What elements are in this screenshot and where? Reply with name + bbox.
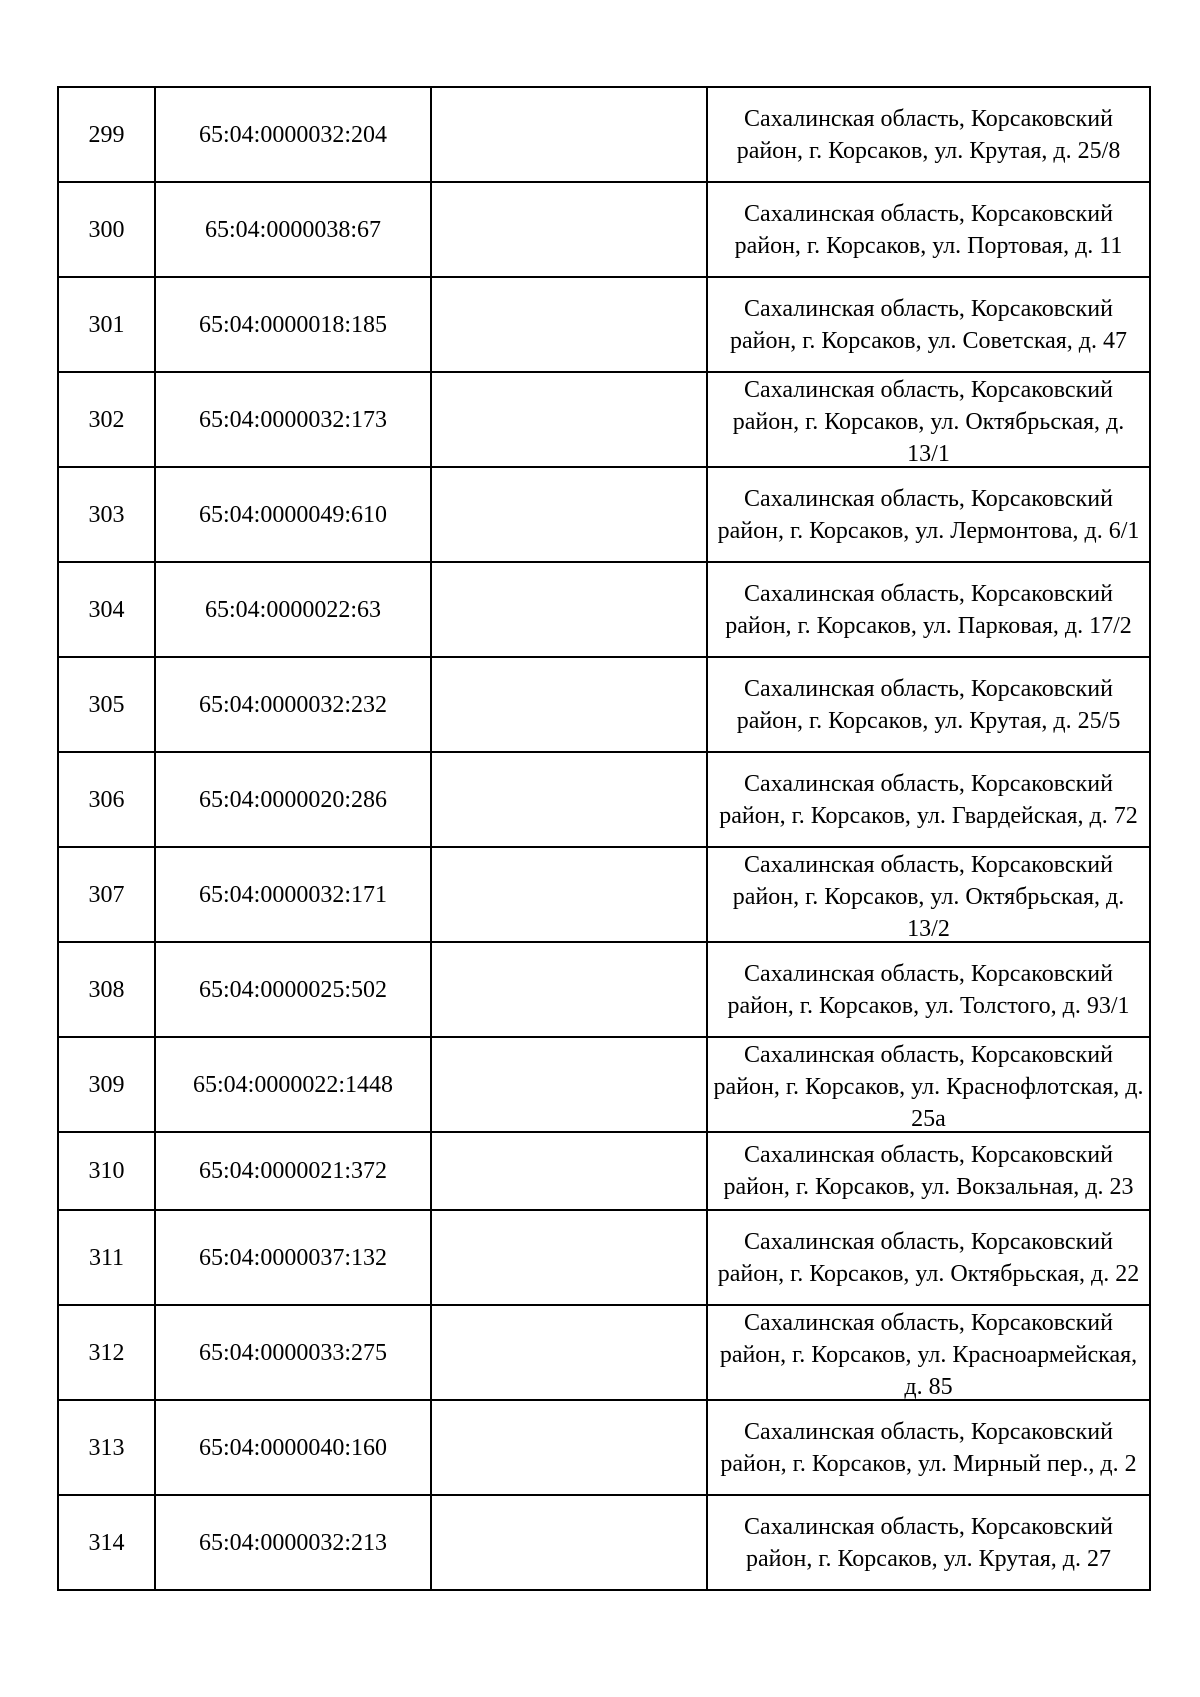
cadastral-number-cell: 65:04:0000032:171 — [155, 847, 431, 942]
address-cell — [707, 562, 1150, 657]
row-number-cell: 313 — [58, 1400, 155, 1495]
address-text: Сахалинская область, Корсаковский район, г. Корсаков, ул. Парковая, д. 17/2 — [725, 580, 1132, 639]
cadastral-number-cell: 65:04:0000022:1448 — [155, 1037, 431, 1132]
empty-cell — [431, 1305, 707, 1400]
cadastral-number-cell: 65:04:0000033:275 — [155, 1305, 431, 1400]
table-row — [58, 87, 1150, 182]
row-number-cell: 303 — [58, 467, 155, 562]
address-cell — [707, 182, 1150, 277]
table-row — [58, 942, 1150, 1037]
table-row — [58, 847, 1150, 942]
address-cell — [707, 1305, 1150, 1400]
empty-cell — [431, 1210, 707, 1305]
row-number-cell: 310 — [58, 1132, 155, 1210]
address-cell — [707, 467, 1150, 562]
empty-cell — [431, 657, 707, 752]
row-number-cell: 312 — [58, 1305, 155, 1400]
address-cell — [707, 277, 1150, 372]
row-number-cell: 314 — [58, 1495, 155, 1590]
table-row — [58, 1037, 1150, 1132]
empty-cell — [431, 277, 707, 372]
cadastral-number-cell: 65:04:0000038:67 — [155, 182, 431, 277]
row-number-cell: 302 — [58, 372, 155, 467]
empty-cell — [431, 372, 707, 467]
cadastral-number-cell: 65:04:0000021:372 — [155, 1132, 431, 1210]
cadastral-number-cell: 65:04:0000022:63 — [155, 562, 431, 657]
address-text: Сахалинская область, Корсаковский район, г. Корсаков, ул. Гвардейская, д. 72 — [719, 770, 1138, 829]
address-cell — [707, 752, 1150, 847]
table-row — [58, 372, 1150, 467]
address-cell — [707, 1495, 1150, 1590]
cadastral-number-cell: 65:04:0000040:160 — [155, 1400, 431, 1495]
address-cell — [707, 942, 1150, 1037]
address-text: Сахалинская область, Корсаковский район, г. Корсаков, ул. Мирный пер., д. 2 — [720, 1418, 1137, 1477]
address-text: Сахалинская область, Корсаковский район, г. Корсаков, ул. Лермонтова, д. 6/1 — [717, 485, 1140, 544]
table-row — [58, 1210, 1150, 1305]
cadastral-number-cell: 65:04:0000049:610 — [155, 467, 431, 562]
address-text: Сахалинская область, Корсаковский район, г. Корсаков, ул. Октябрьская, д. 13/1 — [732, 376, 1125, 466]
address-text: Сахалинская область, Корсаковский район, г. Корсаков, ул. Советская, д. 47 — [729, 295, 1128, 354]
address-cell — [707, 1132, 1150, 1210]
empty-cell — [431, 847, 707, 942]
empty-cell — [431, 562, 707, 657]
empty-cell — [431, 1132, 707, 1210]
address-text: Сахалинская область, Корсаковский район, г. Корсаков, ул. Октябрьская, д. 22 — [717, 1228, 1140, 1287]
empty-cell — [431, 752, 707, 847]
address-cell — [707, 1210, 1150, 1305]
row-number-cell: 299 — [58, 87, 155, 182]
address-text: Сахалинская область, Корсаковский район, г. Корсаков, ул. Крутая, д. 25/8 — [736, 105, 1121, 164]
cadastral-number-cell: 65:04:0000018:185 — [155, 277, 431, 372]
cadastral-number-cell: 65:04:0000025:502 — [155, 942, 431, 1037]
empty-cell — [431, 942, 707, 1037]
empty-cell — [431, 1400, 707, 1495]
table-row — [58, 1495, 1150, 1590]
address-cell — [707, 847, 1150, 942]
table-row — [58, 467, 1150, 562]
table-row — [58, 1305, 1150, 1400]
table-row — [58, 1132, 1150, 1210]
address-text: Сахалинская область, Корсаковский район, г. Корсаков, ул. Октябрьская, д. 13/2 — [732, 851, 1125, 941]
cadastral-number-cell: 65:04:0000032:213 — [155, 1495, 431, 1590]
empty-cell — [431, 87, 707, 182]
table-row — [58, 182, 1150, 277]
row-number-cell: 305 — [58, 657, 155, 752]
cadastral-number-cell: 65:04:0000020:286 — [155, 752, 431, 847]
empty-cell — [431, 467, 707, 562]
table-row — [58, 657, 1150, 752]
address-text: Сахалинская область, Корсаковский район, г. Корсаков, ул. Красноармейская, д. 85 — [719, 1309, 1138, 1399]
address-cell — [707, 1400, 1150, 1495]
row-number-cell: 300 — [58, 182, 155, 277]
row-number-cell: 308 — [58, 942, 155, 1037]
table-row — [58, 752, 1150, 847]
table-row — [58, 277, 1150, 372]
address-cell — [707, 657, 1150, 752]
property-table — [57, 86, 1151, 1591]
row-number-cell: 301 — [58, 277, 155, 372]
address-text: Сахалинская область, Корсаковский район, г. Корсаков, ул. Толстого, д. 93/1 — [727, 960, 1130, 1019]
row-number-cell: 309 — [58, 1037, 155, 1132]
address-cell — [707, 1037, 1150, 1132]
row-number-cell: 306 — [58, 752, 155, 847]
empty-cell — [431, 182, 707, 277]
row-number-cell: 307 — [58, 847, 155, 942]
address-cell — [707, 372, 1150, 467]
table-body — [58, 87, 1150, 1590]
address-text: Сахалинская область, Корсаковский район, г. Корсаков, ул. Вокзальная, д. 23 — [723, 1142, 1134, 1200]
address-cell — [707, 87, 1150, 182]
cadastral-number-cell: 65:04:0000032:232 — [155, 657, 431, 752]
address-text: Сахалинская область, Корсаковский район, г. Корсаков, ул. Портовая, д. 11 — [734, 200, 1123, 259]
cadastral-number-cell: 65:04:0000032:204 — [155, 87, 431, 182]
empty-cell — [431, 1037, 707, 1132]
cadastral-number-cell: 65:04:0000037:132 — [155, 1210, 431, 1305]
empty-cell — [431, 1495, 707, 1590]
address-text: Сахалинская область, Корсаковский район, г. Корсаков, ул. Краснофлотская, д. 25а — [713, 1041, 1144, 1131]
table-row — [58, 1400, 1150, 1495]
address-text: Сахалинская область, Корсаковский район, г. Корсаков, ул. Крутая, д. 25/5 — [736, 675, 1121, 734]
table-row — [58, 562, 1150, 657]
row-number-cell: 304 — [58, 562, 155, 657]
row-number-cell: 311 — [58, 1210, 155, 1305]
address-text: Сахалинская область, Корсаковский район, г. Корсаков, ул. Крутая, д. 27 — [744, 1513, 1113, 1572]
cadastral-number-cell: 65:04:0000032:173 — [155, 372, 431, 467]
